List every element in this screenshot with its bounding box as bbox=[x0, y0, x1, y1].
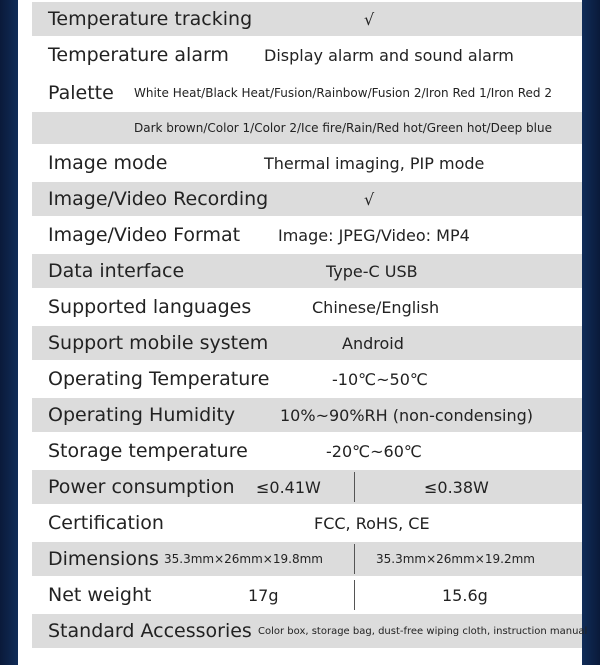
spec-value: -10℃~50℃ bbox=[332, 369, 428, 389]
row-temperature-alarm bbox=[32, 38, 582, 72]
spec-value: 10%~90%RH (non-condensing) bbox=[280, 405, 534, 425]
spec-value: -20℃~60℃ bbox=[326, 441, 422, 461]
spec-label: Palette bbox=[48, 82, 114, 104]
spec-value: Display alarm and sound alarm bbox=[264, 45, 514, 65]
spec-value-model-b: 15.6g bbox=[442, 585, 488, 605]
column-divider bbox=[354, 544, 355, 574]
row-certification bbox=[32, 506, 582, 540]
spec-label: Certification bbox=[48, 512, 164, 534]
row-temperature-tracking bbox=[32, 2, 582, 36]
spec-table-card bbox=[18, 0, 588, 665]
spec-label: Dimensions bbox=[48, 548, 159, 570]
spec-value-model-a: 35.3mm×26mm×19.8mm bbox=[164, 552, 323, 566]
spec-value: Thermal imaging, PIP mode bbox=[264, 153, 485, 173]
row-operating-temperature bbox=[32, 362, 582, 396]
spec-label: Standard Accessories bbox=[48, 620, 252, 642]
row-net-weight bbox=[32, 578, 582, 612]
row-standard-accessories bbox=[32, 614, 588, 648]
spec-value-checkmark: √ bbox=[364, 9, 375, 29]
spec-value-palette-line1: White Heat/Black Heat/Fusion/Rainbow/Fusion 2/Iron Red 1/Iron Red 2 bbox=[134, 86, 552, 100]
spec-label: Net weight bbox=[48, 584, 152, 606]
spec-label: Data interface bbox=[48, 260, 185, 282]
spec-label: Power consumption bbox=[48, 476, 235, 498]
row-power-consumption bbox=[32, 470, 582, 504]
row-data-interface bbox=[32, 254, 582, 288]
spec-value-model-b: 35.3mm×26mm×19.2mm bbox=[376, 552, 535, 566]
row-supported-languages bbox=[32, 290, 582, 324]
spec-label: Operating Temperature bbox=[48, 368, 270, 390]
spec-value: Type-C USB bbox=[326, 261, 418, 281]
spec-value-model-a: 17g bbox=[248, 585, 279, 605]
spec-value: Android bbox=[342, 333, 404, 353]
spec-label: Image/Video Format bbox=[48, 224, 241, 246]
row-image-video-format bbox=[32, 218, 582, 252]
row-dimensions bbox=[32, 542, 582, 576]
row-palette bbox=[32, 74, 582, 112]
row-operating-humidity bbox=[32, 398, 582, 432]
spec-value: Image: JPEG/Video: MP4 bbox=[278, 225, 470, 245]
spec-value: Chinese/English bbox=[312, 297, 440, 317]
spec-value-model-a: ≤0.41W bbox=[256, 477, 321, 497]
spec-label: Operating Humidity bbox=[48, 404, 236, 426]
row-image-video-recording bbox=[32, 182, 582, 216]
spec-label: Temperature alarm bbox=[48, 44, 229, 66]
row-image-mode bbox=[32, 146, 582, 180]
spec-value: Color box, storage bag, dust-free wiping cloth, instruction manual bbox=[258, 625, 588, 637]
spec-label: Image mode bbox=[48, 152, 168, 174]
spec-label: Supported languages bbox=[48, 296, 252, 318]
spec-label: Temperature tracking bbox=[48, 8, 253, 30]
spec-value-palette-line2: Dark brown/Color 1/Color 2/Ice fire/Rain/Red hot/Green hot/Deep blue bbox=[134, 121, 552, 135]
spec-label: Storage temperature bbox=[48, 440, 248, 462]
row-support-mobile-system bbox=[32, 326, 582, 360]
column-divider bbox=[354, 472, 355, 502]
spec-value-model-b: ≤0.38W bbox=[424, 477, 489, 497]
spec-label: Image/Video Recording bbox=[48, 188, 269, 210]
spec-label: Support mobile system bbox=[48, 332, 269, 354]
spec-value-checkmark: √ bbox=[364, 189, 375, 209]
spec-value: FCC, RoHS, CE bbox=[314, 513, 430, 533]
column-divider bbox=[354, 580, 355, 610]
row-palette-continued bbox=[32, 112, 582, 144]
row-storage-temperature bbox=[32, 434, 582, 468]
